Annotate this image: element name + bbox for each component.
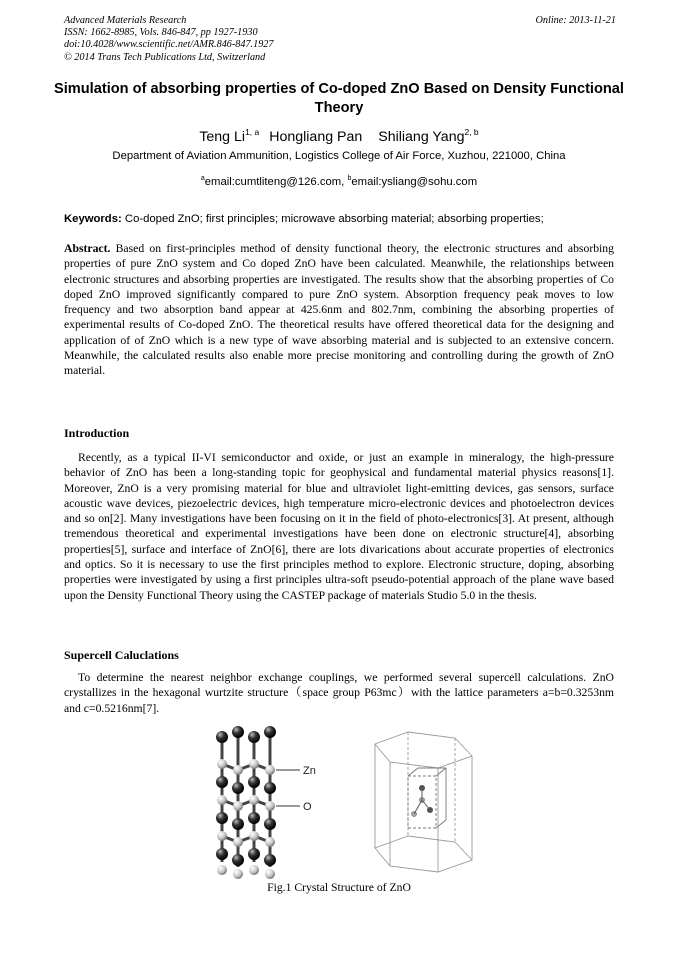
- supercell-paragraph: To determine the nearest neighbor exchange couplings, we performed several supercell calculations. ZnO crystallizes in the hexagonal wurtzite structure（space group P63mc）with the lattice parameters a=b=0.3253nm and c=0.5216nm[7].: [64, 671, 614, 715]
- email-mark: b: [347, 175, 352, 182]
- online-date: Online: 2013-11-21: [535, 15, 616, 26]
- issn-line: ISSN: 1662-8985, Vols. 846-847, pp 1927-1930: [64, 27, 258, 39]
- abstract-text: Based on first-principles method of density functional theory, the electronic structures and absorbing properties of pure ZnO system and Co doped ZnO have been calculated. Meanwhile, the relationships between electronic structures and absorbing properties are investigated. The results show that the absorbing properties of Co doped ZnO improved significantly compared to pure ZnO system. Absorption frequency peak moves to low frequency and two absorption band appear at 425.6nm and 802.7nm, combining the absorbing properties of experimental results of Co-doped ZnO. The theoretical results have offered theoretical data for the designing and application of of ZnO which is a new type of wave absorbing material and is subjected to an extensive concern. Meanwhile, the calculated results also enable more precise monitoring and controlling during the growth of ZnO material.: [64, 242, 614, 378]
- ball-stick-model: [222, 732, 270, 867]
- keywords-label: Keywords:: [64, 213, 122, 225]
- affiliation: Department of Aviation Ammunition, Logistics College of Air Force, Xuzhou, 221000, China: [112, 150, 566, 162]
- author-name: Shiliang Yang: [378, 129, 465, 145]
- keywords: [64, 212, 624, 227]
- author-name: Teng Li: [199, 129, 246, 145]
- email-mark: a: [200, 175, 205, 182]
- unit-cell-atoms: [412, 785, 434, 817]
- o-label: O: [303, 801, 312, 813]
- zn-label: Zn: [303, 765, 316, 777]
- email-line: [40, 171, 638, 190]
- journal-name: Advanced Materials Research: [64, 15, 187, 26]
- supercell-heading: Supercell Caluclations: [64, 648, 179, 662]
- keywords-text: Co-doped ZnO; first principles; microwave absorbing material; absorbing properties;: [124, 213, 544, 225]
- author-list: [40, 123, 638, 146]
- copyright-line: © 2014 Trans Tech Publications Ltd, Switzerland: [64, 51, 266, 63]
- figure-caption: Fig.1 Crystal Structure of ZnO: [267, 881, 411, 894]
- author-affiliation-mark: 2, b: [464, 127, 479, 137]
- email-address: email:cumtliteng@126.com,: [204, 176, 345, 188]
- abstract: [64, 241, 614, 379]
- paper-title: Simulation of absorbing properties of Co-doped ZnO Based on Density Functional Theory: [54, 81, 624, 116]
- crystal-structure-figure: [200, 722, 500, 882]
- author-affiliation-mark: 1, a: [245, 127, 260, 137]
- introduction-heading: Introduction: [64, 426, 130, 440]
- introduction-paragraph: Recently, as a typical II-VI semiconductor and oxide, or just an example in mineralogy, the high-pressure behavior of ZnO has been a long-standing topic for geophysical and fundamental material physics reasons[1]. Moreover, ZnO is a very promising material for blue and ultraviolet light-emitting devices, gas sensors, surface acoustic wave devices, piezoelectric devices, high temperature micro-electronic devices and photoelectron devices and so on[2]. Many investigations have been focusing on it in the field of photo-electronics[3]. At present, although tremendous theoretical and experimental investigations have been done on electronic structure[4], absorbing properties[5], surface and interface of ZnO[6], there are lots divarications about accurate properties of electronics and optics. So it is necessary to use the first principles method to explore. Electronic structure, doping, absorbing properties were investigated by using a first principles ultra-soft pseudo-potential approach of the plane wave based upon the Density Functional Theory using the CASTEP package of materials Studio 5.0 in the thesis.: [64, 451, 614, 602]
- email-address: email:ysliang@sohu.com: [351, 176, 478, 188]
- doi-line: doi:10.4028/www.scientific.net/AMR.846-847.1927: [64, 39, 274, 51]
- author-name: Hongliang Pan: [269, 129, 363, 145]
- abstract-label: Abstract.: [64, 242, 111, 255]
- journal-header: [64, 15, 616, 64]
